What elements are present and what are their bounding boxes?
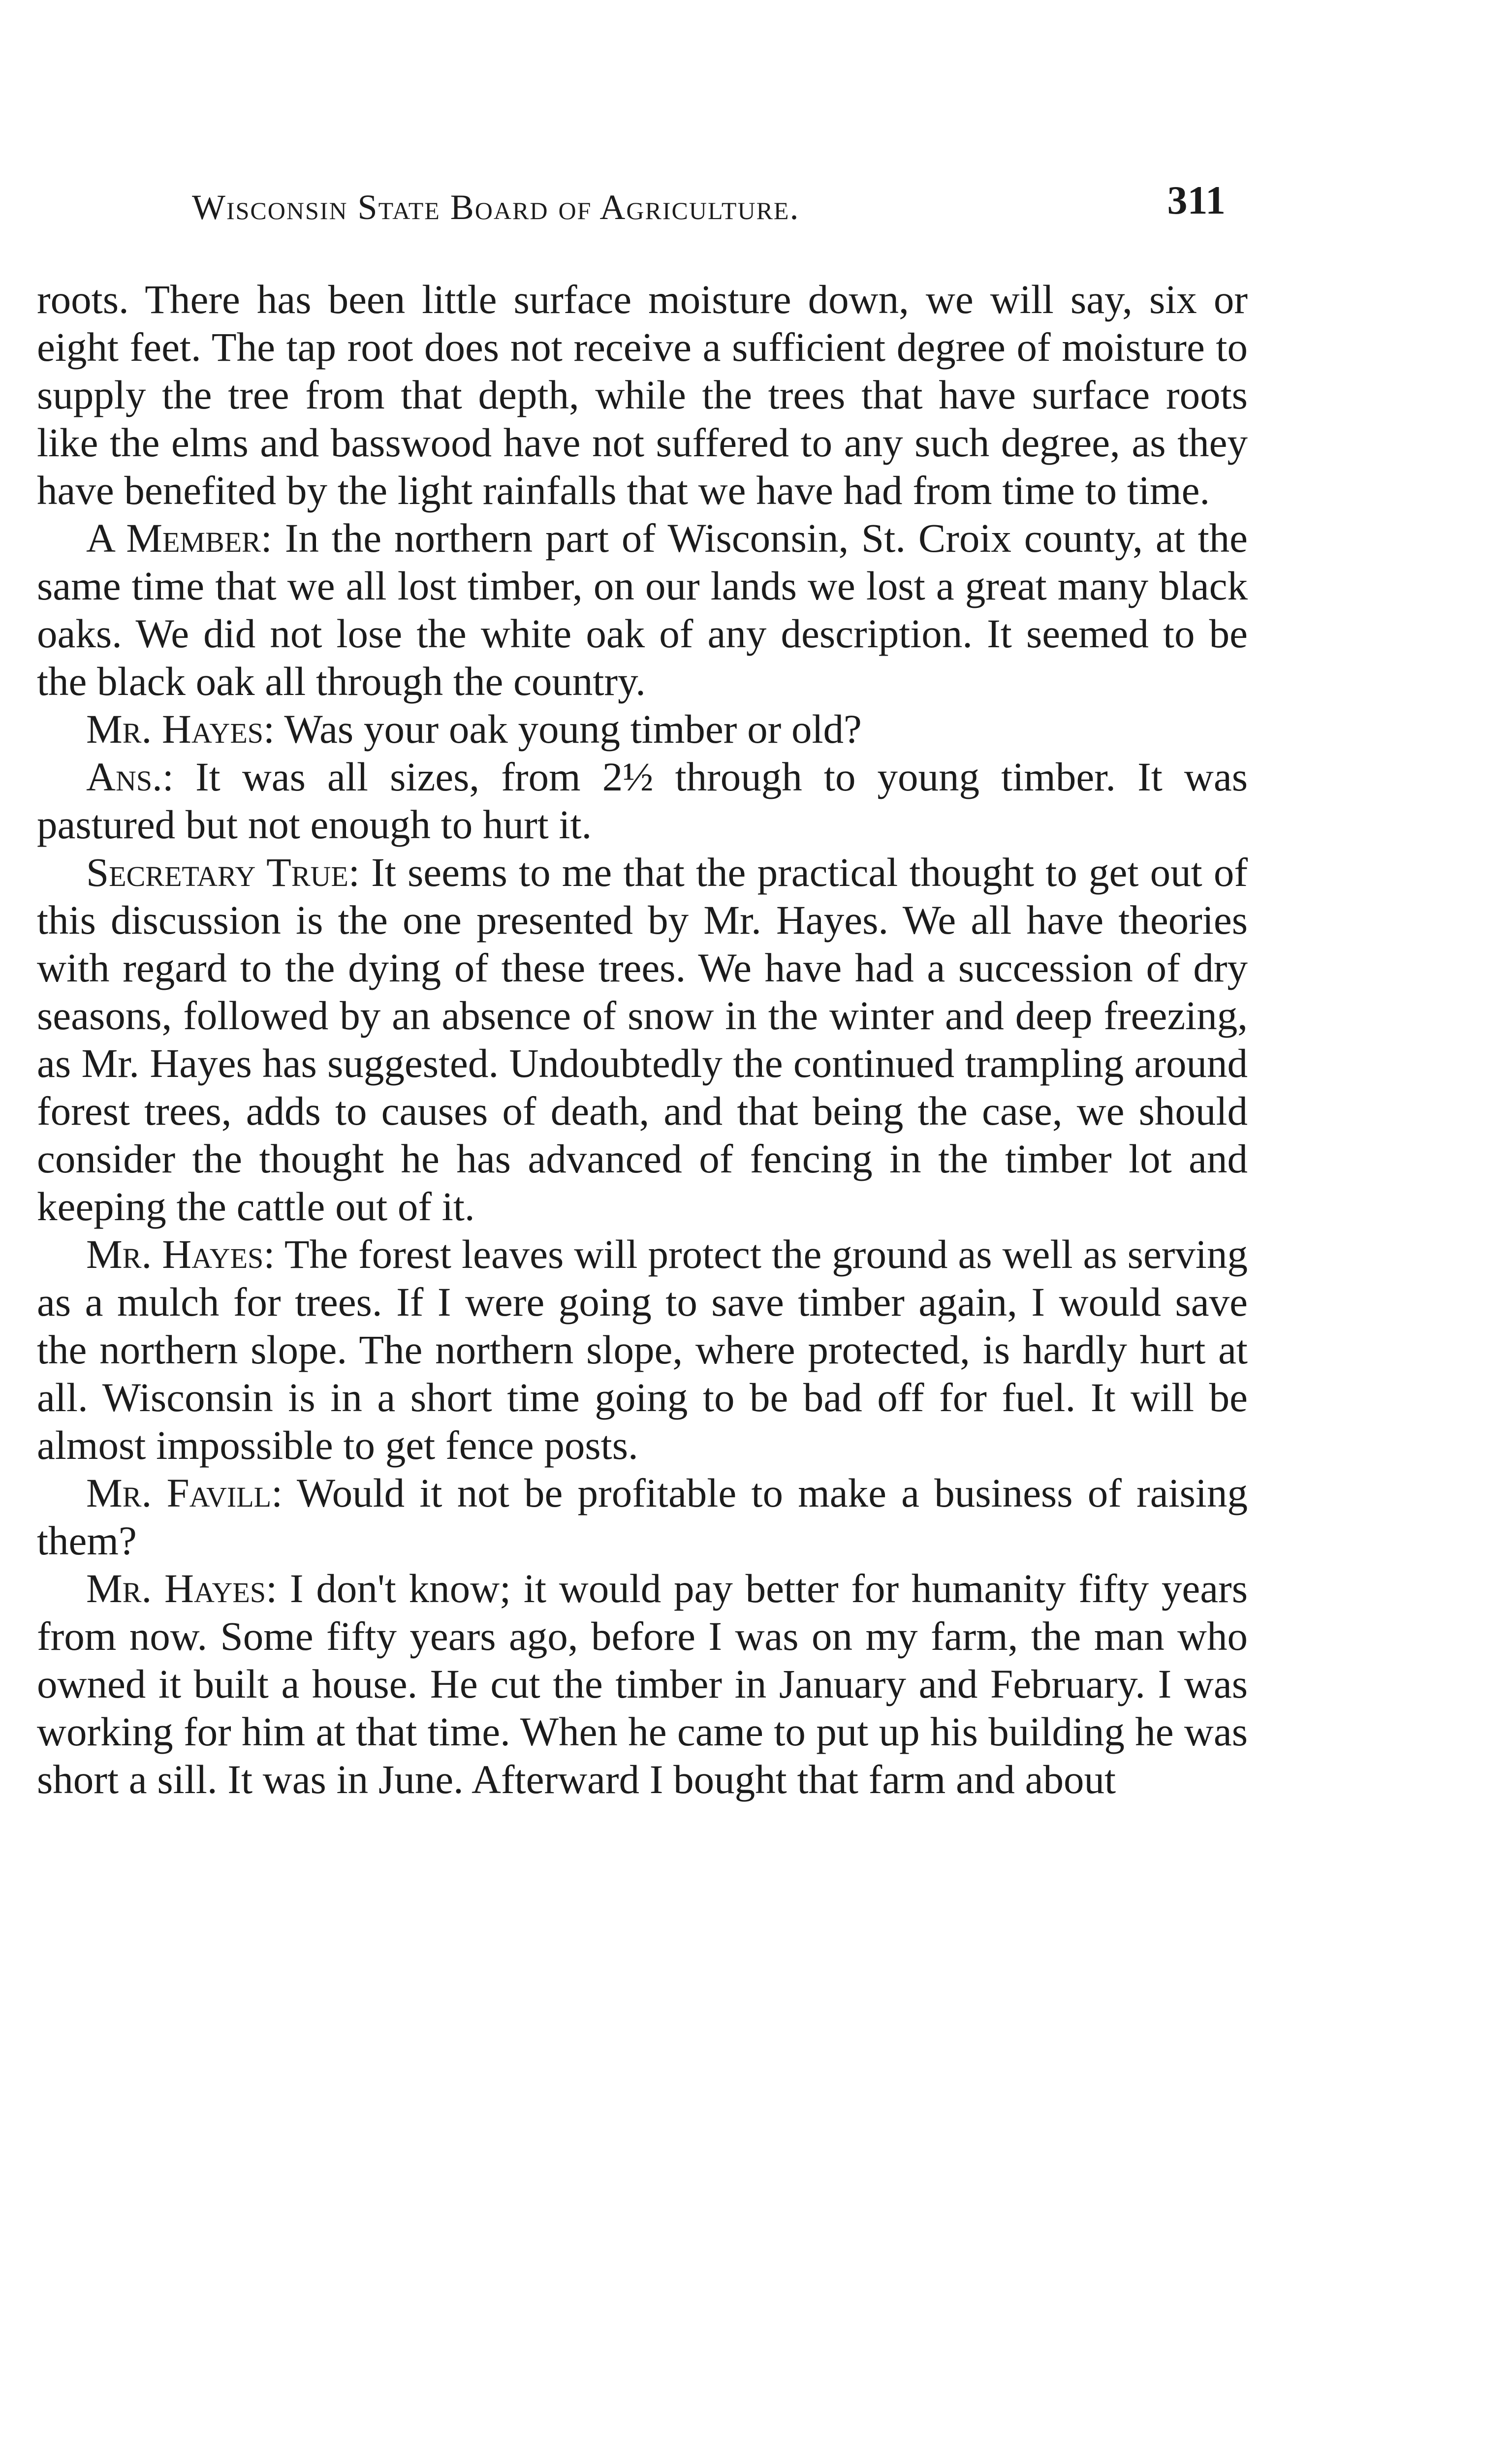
paragraph [37,849,1248,1230]
speaker-label: Ans.: [86,754,174,799]
running-head: Wisconsin State Board of Agriculture. [192,188,800,227]
paragraph [37,514,1248,705]
speaker-label: Mr. Hayes: [86,706,275,752]
paragraph-text: It seems to me that the practical thought to get out of this discussion is the one presented by Mr. Hayes. We all have theories with regard to the dying of these trees. We have had a succession of dry seasons, followed by an absence of snow in the winter and deep freezing, as Mr. Hayes has suggested. Undoubtedly the continued trampling around forest trees, adds to causes of death, and that being the case, we should consider the thought he has advanced of fencing in the timber lot and keeping the cattle out of it. [37,850,1248,1229]
paragraph-text: Was your oak young timber or old? [284,706,862,752]
paragraph [37,276,1248,514]
paragraph-text: I don't know; it would pay better for humanity fifty years from now. Some fifty years ago, before I was on my farm, the man who owned it built a house. He cut the timber in January and February. I was working for him at that time. When he came to put up his building he was short a sill. It was in June. Afterward I bought that farm and about [37,1566,1248,1802]
paragraph-text: Would it not be profitable to make a business of raising them? [37,1470,1248,1563]
paragraph-text: It was all sizes, from 2½ through to young timber. It was pastured but not enough to hurt it. [37,754,1248,847]
page-number: 311 [1167,178,1226,222]
speaker-label: Mr. Favill: [86,1470,283,1515]
page-header [192,177,1226,251]
speaker-label: Mr. Hayes: [86,1231,275,1277]
paragraph [37,1565,1248,1803]
paragraph [37,705,1248,753]
speaker-label: Secretary True: [86,850,360,895]
paragraph [37,753,1248,849]
paragraph-text: In the northern part of Wisconsin, St. Croix county, at the same time that we all lost timber, on our lands we lost a great many black oaks. We did not lose the white oak of any description. It seemed to be the black oak all through the country. [37,515,1248,704]
paragraph [37,1230,1248,1469]
speaker-label: Mr. Hayes: [86,1566,278,1611]
paragraph-text: The forest leaves will protect the ground as well as serving as a mulch for trees. If I were going to save timber again, I would save the northern slope. The northern slope, where protected, is hardly hurt at all. Wisconsin is in a short time going to be bad off for fuel. It will be almost impossible to get fence posts. [37,1231,1248,1468]
paragraph [37,1469,1248,1565]
body-text [37,276,1248,1803]
speaker-label: A Member: [86,515,272,561]
paragraph-text: roots. There has been little surface moisture down, we will say, six or eight feet. The tap root does not receive a sufficient degree of moisture to supply the tree from that depth, while the trees that have surface roots like the elms and basswood have not suffered to any such degree, as they have benefited by the light rainfalls that we have had from time to time. [37,277,1248,513]
